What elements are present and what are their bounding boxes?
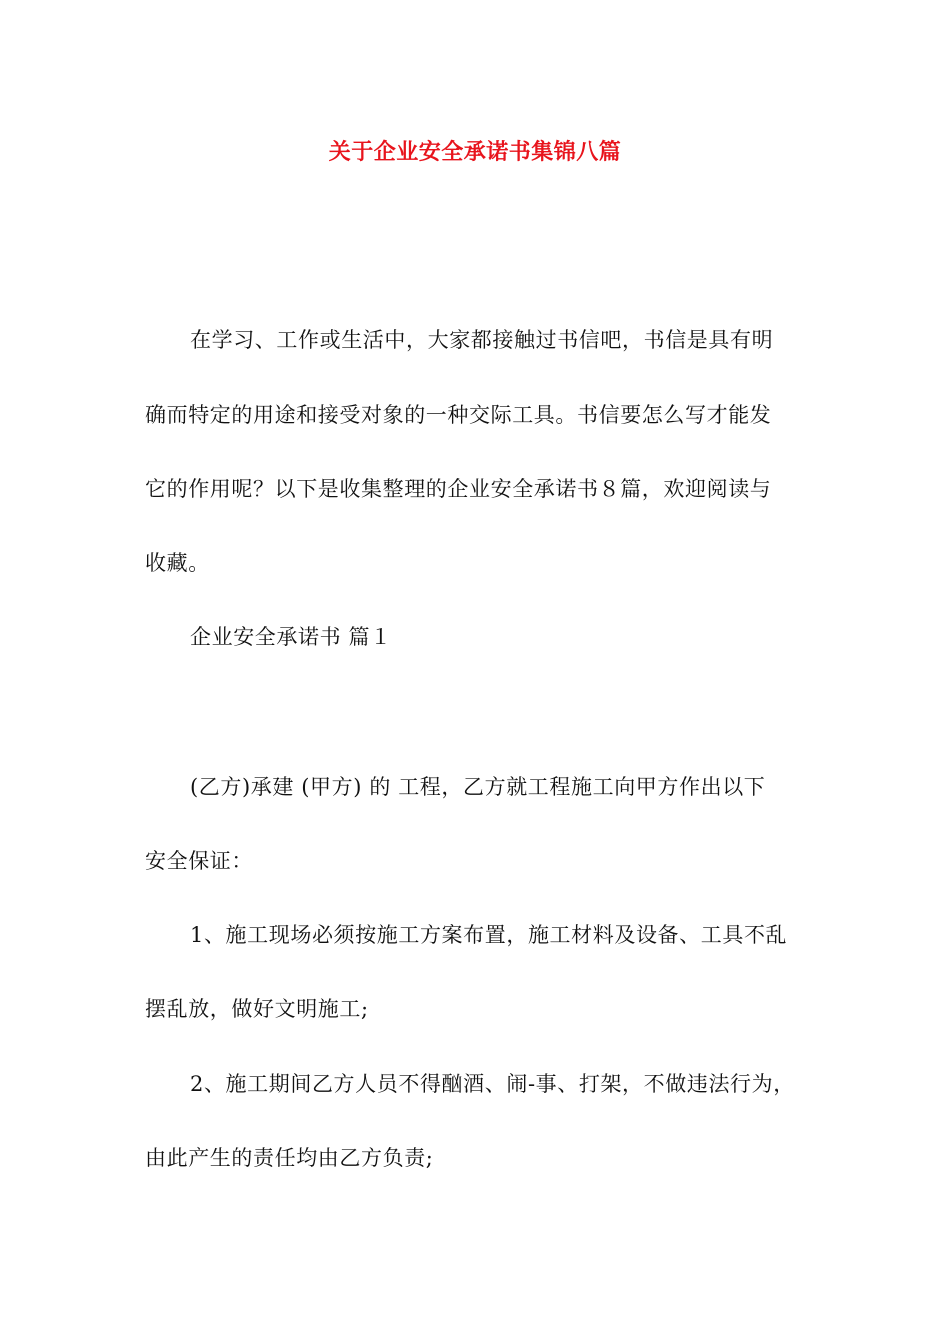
item-2-line-2: 由此产生的责任均由乙方负责; bbox=[145, 1146, 434, 1170]
item-2-line-1: 2、施工期间乙方人员不得酗酒、闹-事、打架，不做违法行为， bbox=[190, 1072, 795, 1096]
intro-line-4: 收藏。 bbox=[145, 551, 210, 575]
item-1-line-2: 摆乱放，做好文明施工; bbox=[145, 997, 369, 1021]
intro-line-3: 它的作用呢？以下是收集整理的企业安全承诺书８篇，欢迎阅读与 bbox=[145, 477, 772, 501]
section-heading: 企业安全承诺书 篇１ bbox=[190, 625, 392, 649]
intro-line-1: 在学习、工作或生活中，大家都接触过书信吧，书信是具有明 bbox=[190, 328, 774, 352]
paragraph-1-line-2: 安全保证： bbox=[145, 849, 253, 873]
paragraph-1-line-1: (乙方)承建 (甲方) 的 工程，乙方就工程施工向甲方作出以下 bbox=[190, 775, 766, 799]
item-1-line-1: 1、施工现场必须按施工方案布置，施工材料及设备、工具不乱 bbox=[190, 923, 788, 947]
intro-line-2: 确而特定的用途和接受对象的一种交际工具。书信要怎么写才能发 bbox=[145, 403, 772, 427]
document-title: 关于企业安全承诺书集锦八篇 bbox=[328, 140, 622, 165]
